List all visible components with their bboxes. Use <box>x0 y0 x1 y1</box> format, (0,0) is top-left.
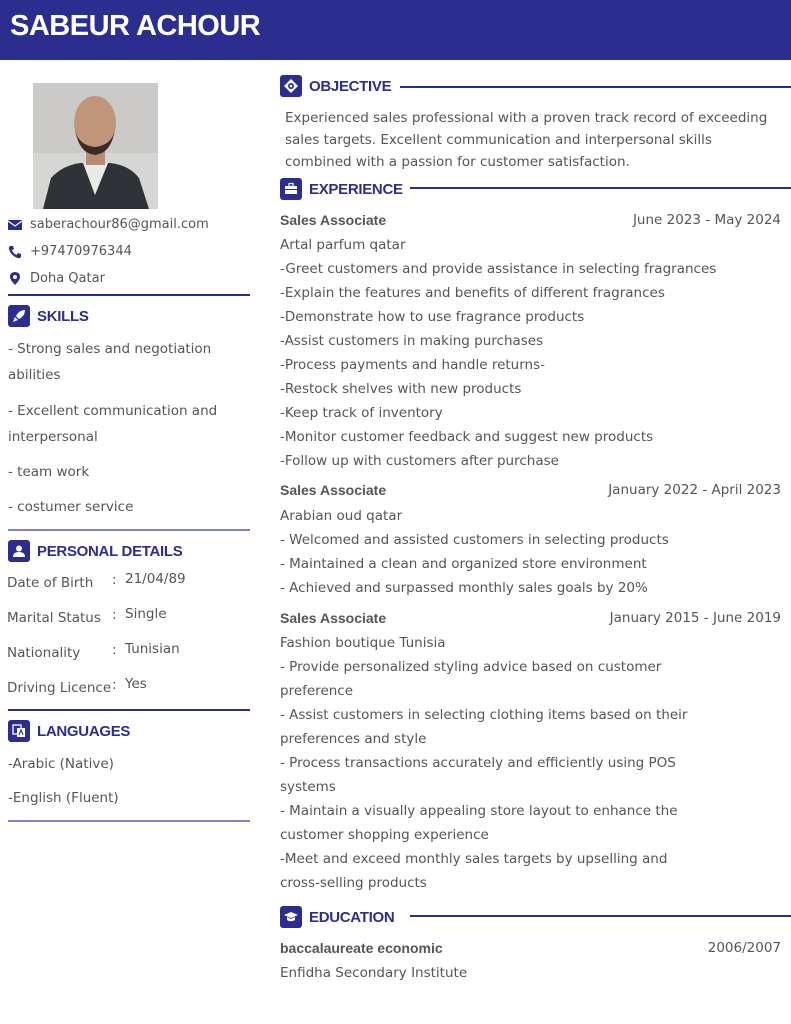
language-item: -Arabic (Native) <box>8 756 114 772</box>
skill-item: - Excellent communication and interpersonal <box>8 403 218 445</box>
pd-value: Single <box>125 606 167 622</box>
job-title: Sales Associate <box>280 482 387 498</box>
pd-label: Nationality <box>7 645 81 661</box>
contact-location-row <box>8 271 105 286</box>
objective-heading <box>280 75 391 97</box>
list-item: -Follow up with customers after purchase <box>280 453 559 469</box>
pd-label: Marital Status <box>7 610 101 626</box>
pd-value: Tunisian <box>125 641 180 657</box>
user-icon <box>8 540 30 562</box>
list-item: -Process payments and handle returns- <box>280 357 546 373</box>
objective-title: OBJECTIVE <box>309 77 392 95</box>
languages-title: LANGUAGES <box>37 722 131 740</box>
job-title: Sales Associate <box>280 212 387 228</box>
list-item: - Achieved and surpassed monthly sales goals by 20% <box>280 580 648 596</box>
list-item: -Assist customers in making purchases <box>280 333 544 349</box>
job-dates: January 2022 - April 2023 <box>608 482 781 498</box>
list-item: -Restock shelves with new products <box>280 381 522 397</box>
school-name: Enfidha Secondary Institute <box>280 965 468 981</box>
job-bullets <box>280 655 710 895</box>
job-dates: January 2015 - June 2019 <box>609 610 781 626</box>
phone-icon <box>8 245 22 259</box>
list-item: -Demonstrate how to use fragrance products <box>280 309 585 325</box>
contact-email[interactable]: saberachour86@gmail.com <box>30 217 209 232</box>
languages-heading <box>8 720 130 742</box>
header-bar <box>0 0 791 60</box>
pd-colon: : <box>112 642 117 658</box>
experience-heading <box>280 178 403 200</box>
job-title: Sales Associate <box>280 610 387 626</box>
job-company: Fashion boutique Tunisia <box>280 635 446 651</box>
target-icon <box>280 75 302 97</box>
list-item: -Meet and exceed monthly sales targets by upselling and cross-selling products <box>280 851 672 891</box>
map-pin-icon <box>8 272 22 286</box>
list-item: - Maintained a clean and organized store environment <box>280 556 647 572</box>
divider <box>410 187 791 189</box>
list-item: -Keep track of inventory <box>280 405 443 421</box>
list-item: -Explain the features and benefits of different fragrances <box>280 285 665 301</box>
divider <box>8 529 250 531</box>
divider <box>8 294 250 296</box>
education-dates: 2006/2007 <box>707 940 781 956</box>
degree-title: baccalaureate economic <box>280 940 443 956</box>
list-item: - Welcomed and assisted customers in selecting products <box>280 532 669 548</box>
skill-item: - Strong sales and negotiation abilities <box>8 341 212 383</box>
job-bullets <box>280 528 780 600</box>
objective-text: Experienced sales professional with a proven track record of exceeding sales targets. Excellent communication and interpersonal skills combined with a passion for customer satisfaction. <box>285 110 768 170</box>
job-company: Arabian oud qatar <box>280 508 403 524</box>
education-title: EDUCATION <box>309 908 395 926</box>
personal-details-heading <box>8 540 183 562</box>
job-dates: June 2023 - May 2024 <box>632 212 781 228</box>
list-item: -Greet customers and provide assistance in selecting fragrances <box>280 261 717 277</box>
contact-email-row <box>8 217 209 232</box>
contact-location: Doha Qatar <box>30 271 105 286</box>
divider <box>8 820 250 822</box>
graduation-cap-icon <box>280 906 302 928</box>
list-item: - Assist customers in selecting clothing items based on their preferences and style <box>280 707 692 747</box>
experience-title: EXPERIENCE <box>309 180 403 198</box>
profile-photo <box>33 83 158 209</box>
list-item: - Maintain a visually appealing store layout to enhance the customer shopping experience <box>280 803 682 843</box>
contact-phone-row <box>8 244 132 259</box>
candidate-name: SABEUR ACHOUR <box>10 10 261 42</box>
pd-label: Driving Licence <box>7 680 112 696</box>
language-item: -English (Fluent) <box>8 790 119 806</box>
divider <box>410 915 791 917</box>
pd-value: 21/04/89 <box>125 571 186 587</box>
divider <box>400 86 791 88</box>
rocket-icon <box>8 305 30 327</box>
translate-icon <box>8 720 30 742</box>
job-bullets <box>280 257 780 473</box>
education-heading <box>280 906 394 928</box>
skills-title: SKILLS <box>37 307 89 325</box>
skills-heading <box>8 305 89 327</box>
pd-value: Yes <box>125 676 147 692</box>
skill-item: - team work <box>8 464 90 480</box>
contact-phone[interactable]: +97470976344 <box>30 244 132 259</box>
divider <box>8 709 250 711</box>
pd-colon: : <box>112 607 117 623</box>
list-item: - Provide personalized styling advice based on customer preference <box>280 659 666 699</box>
pd-colon: : <box>112 572 117 588</box>
list-item: - Process transactions accurately and efficiently using POS systems <box>280 755 681 795</box>
job-company: Artal parfum qatar <box>280 237 406 253</box>
pd-colon: : <box>112 677 117 693</box>
list-item: -Monitor customer feedback and suggest new products <box>280 429 654 445</box>
briefcase-icon <box>280 178 302 200</box>
envelope-icon <box>8 218 22 232</box>
skill-item: - costumer service <box>8 499 134 515</box>
personal-details-title: PERSONAL DETAILS <box>37 542 183 560</box>
pd-label: Date of Birth <box>7 575 94 591</box>
